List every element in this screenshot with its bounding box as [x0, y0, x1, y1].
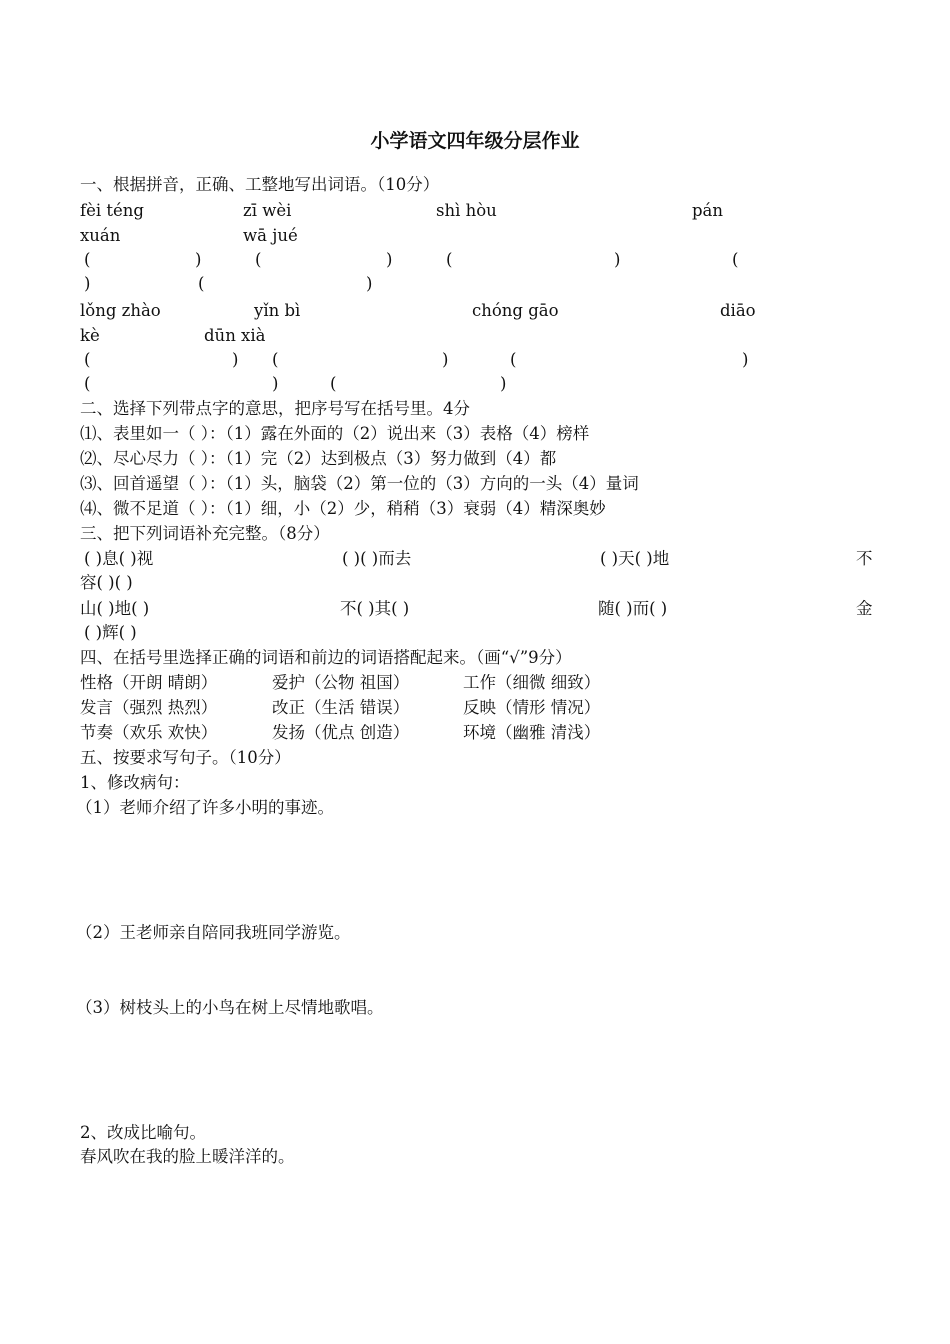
- answer-bracket: ): [500, 374, 507, 393]
- word-choice: 反映（情形 情况）: [463, 698, 601, 717]
- subsection-heading: 1、修改病句：: [80, 773, 190, 792]
- sentence-question: （2）王老师亲自陪同我班同学游览。: [76, 923, 351, 942]
- answer-bracket: (: [330, 374, 337, 393]
- word-choice: 爱护（公物 祖国）: [272, 673, 410, 692]
- idiom-blank: 山( )地( ): [80, 599, 150, 618]
- pinyin-ke: kè: [80, 326, 100, 345]
- question-item: ⑷、微不足道（ ）：（1）细，小（2）少，稍稍（3）衰弱（4）精深奥妙: [80, 499, 606, 518]
- answer-bracket: ): [442, 350, 449, 369]
- pinyin-yinbi: yǐn bì: [254, 301, 301, 320]
- answer-bracket: (: [84, 374, 91, 393]
- answer-bracket: (: [84, 250, 91, 269]
- answer-bracket: (: [198, 274, 205, 293]
- answer-bracket: ): [386, 250, 393, 269]
- pinyin-chonggao: chóng gāo: [472, 301, 559, 320]
- idiom-blank: 容( )( ): [80, 573, 133, 592]
- answer-bracket: (: [446, 250, 453, 269]
- idiom-blank: 不( )其( ): [340, 599, 410, 618]
- word-choice: 节奏（欢乐 欢快）: [80, 723, 218, 742]
- pinyin-pan: pán: [692, 201, 724, 220]
- answer-bracket: (: [272, 350, 279, 369]
- question-item: ⑵、尽心尽力（ ）：（1）完（2）达到极点（3）努力做到（4）都: [80, 449, 557, 468]
- answer-bracket: ): [84, 274, 91, 293]
- answer-bracket: ): [232, 350, 239, 369]
- idiom-blank: 随( )而( ): [598, 599, 668, 618]
- word-choice: 工作（细微 细致）: [463, 673, 601, 692]
- word-choice: 性格（开朗 晴朗）: [80, 673, 218, 692]
- answer-bracket: (: [84, 350, 91, 369]
- word-choice: 环境（幽雅 清浅）: [463, 723, 601, 742]
- sentence-question: 春风吹在我的脸上暖洋洋的。: [80, 1147, 295, 1166]
- pinyin-wajue: wā jué: [243, 226, 298, 245]
- page-title: 小学语文四年级分层作业: [370, 130, 580, 152]
- answer-bracket: (: [255, 250, 262, 269]
- idiom-blank: 金: [856, 599, 873, 618]
- idiom-blank: ( )息( )视: [84, 549, 154, 568]
- answer-bracket: ): [195, 250, 202, 269]
- answer-bracket: ): [742, 350, 749, 369]
- pinyin-feiteng: fèi téng: [80, 201, 144, 220]
- section-1-heading: 一、根据拼音，正确、工整地写出词语。（10分）: [80, 175, 440, 194]
- word-choice: 发言（强烈 热烈）: [80, 698, 218, 717]
- pinyin-diao: diāo: [720, 301, 756, 320]
- pinyin-dunxia: dūn xià: [204, 326, 266, 345]
- word-choice: 发扬（优点 创造）: [272, 723, 410, 742]
- pinyin-xuan: xuán: [80, 226, 121, 245]
- section-4-heading: 四、在括号里选择正确的词语和前边的词语搭配起来。（画“√”9分）: [80, 648, 572, 667]
- word-choice: 改正（生活 错误）: [272, 698, 410, 717]
- section-3-heading: 三、把下列词语补充完整。（8分）: [80, 524, 330, 543]
- idiom-blank: ( )( )而去: [342, 549, 412, 568]
- answer-bracket: (: [732, 250, 739, 269]
- pinyin-longzhao: lǒng zhào: [80, 301, 161, 320]
- answer-bracket: ): [614, 250, 621, 269]
- idiom-blank: ( )辉( ): [84, 623, 137, 642]
- pinyin-ziwei: zī wèi: [243, 201, 292, 220]
- idiom-blank: ( )天( )地: [600, 549, 670, 568]
- answer-bracket: ): [366, 274, 373, 293]
- subsection-heading: 2、改成比喻句。: [80, 1123, 206, 1142]
- answer-bracket: ): [272, 374, 279, 393]
- section-2-heading: 二、选择下列带点字的意思，把序号写在括号里。4分: [80, 399, 470, 418]
- question-item: ⑴、表里如一（ ）：（1）露在外面的（2）说出来（3）表格（4）榜样: [80, 424, 590, 443]
- sentence-question: （3）树枝头上的小鸟在树上尽情地歌唱。: [76, 998, 384, 1017]
- idiom-blank: 不: [856, 549, 873, 568]
- sentence-question: （1）老师介绍了许多小明的事迹。: [76, 798, 334, 817]
- section-5-heading: 五、按要求写句子。（10分）: [80, 748, 291, 767]
- answer-bracket: (: [510, 350, 517, 369]
- pinyin-shihou: shì hòu: [436, 201, 497, 220]
- question-item: ⑶、回首遥望（ ）：（1）头，脑袋（2）第一位的（3）方向的一头（4）量词: [80, 474, 639, 493]
